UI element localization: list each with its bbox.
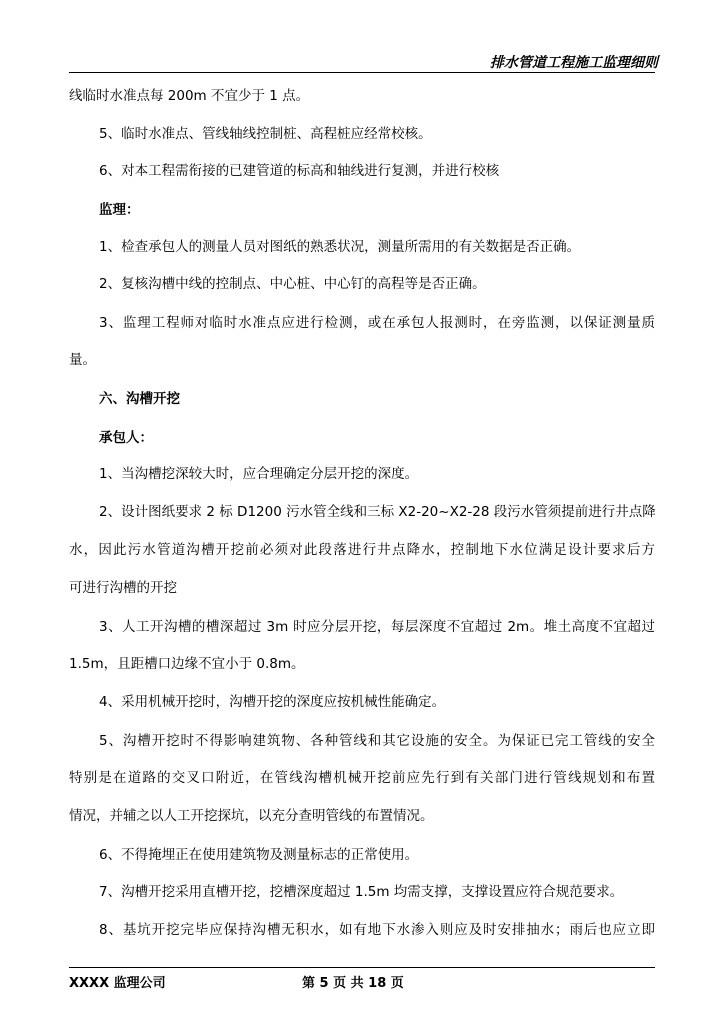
footer-divider — [69, 967, 655, 968]
footer-company: XXXX 监理公司 — [69, 976, 166, 991]
body-line-5: 1、检查承包人的测量人员对图纸的熟悉状况，测量所需用的有关数据是否正确。 — [99, 239, 581, 255]
body-line-14: 可进行沟槽的开挖 — [69, 580, 177, 596]
body-line-19: 特别是在道路的交叉口附近，在管线沟槽机械开挖前应先行到有关部门进行管线规划和布置 — [69, 770, 655, 786]
section-heading-supervision: 监理： — [99, 202, 140, 218]
header-divider — [69, 72, 655, 73]
body-line-8: 量。 — [69, 352, 96, 368]
section-heading-contractor: 承包人： — [99, 430, 153, 446]
body-line-3: 6、对本工程需衔接的已建管道的标高和轴线进行复测，并进行校核 — [99, 163, 500, 179]
body-line-13: 水，因此污水管道沟槽开挖前必须对此段落进行井点降水，控制地下水位满足设计要求后方 — [69, 542, 655, 558]
body-line-18: 5、沟槽开挖时不得影响建筑物、各种管线和其它设施的安全。为保证已完工管线的安全 — [99, 733, 655, 749]
body-line-12: 2、设计图纸要求 2 标 D1200 污水管全线和三标 X2-20~X2-28 段污水管须提前进行井点降 — [99, 504, 656, 520]
body-line-15: 3、人工开沟槽的槽深超过 3m 时应分层开挖，每层深度不宜超过 2m。堆土高度不宜超过 — [99, 619, 655, 635]
body-line-2: 5、临时水准点、管线轴线控制桩、高程桩应经常校核。 — [99, 126, 432, 142]
section-heading-trench-excavation: 六、沟槽开挖 — [99, 391, 180, 407]
body-line-17: 4、采用机械开挖时，沟槽开挖的深度应按机械性能确定。 — [99, 694, 446, 710]
body-line-1: 线临时水准点每 200m 不宜少于 1 点。 — [69, 88, 310, 104]
body-line-20: 情况，并辅之以人工开挖探坑，以充分查明管线的布置情况。 — [69, 808, 434, 824]
header-title: 排水管道工程施工监理细则 — [490, 55, 658, 71]
footer-page-number: 第 5 页 共 18 页 — [302, 976, 404, 991]
body-line-16: 1.5m，且距槽口边缘不宜小于 0.8m。 — [69, 656, 305, 672]
body-line-22: 7、沟槽开挖采用直槽开挖，挖槽深度超过 1.5m 均需支撑，支撑设置应符合规范要求。 — [99, 884, 624, 900]
body-line-21: 6、不得掩埋正在使用建筑物及测量标志的正常使用。 — [99, 847, 419, 863]
body-line-23: 8、基坑开挖完毕应保持沟槽无积水，如有地下水渗入则应及时安排抽水；雨后也应立即 — [99, 922, 655, 938]
body-line-11: 1、当沟槽挖深较大时，应合理确定分层开挖的深度。 — [99, 466, 419, 482]
body-line-7: 3、监理工程师对临时水准点应进行检测，或在承包人报测时，在旁监测，以保证测量质 — [99, 315, 655, 331]
body-line-6: 2、复核沟槽中线的控制点、中心桩、中心钉的高程等是否正确。 — [99, 276, 486, 292]
